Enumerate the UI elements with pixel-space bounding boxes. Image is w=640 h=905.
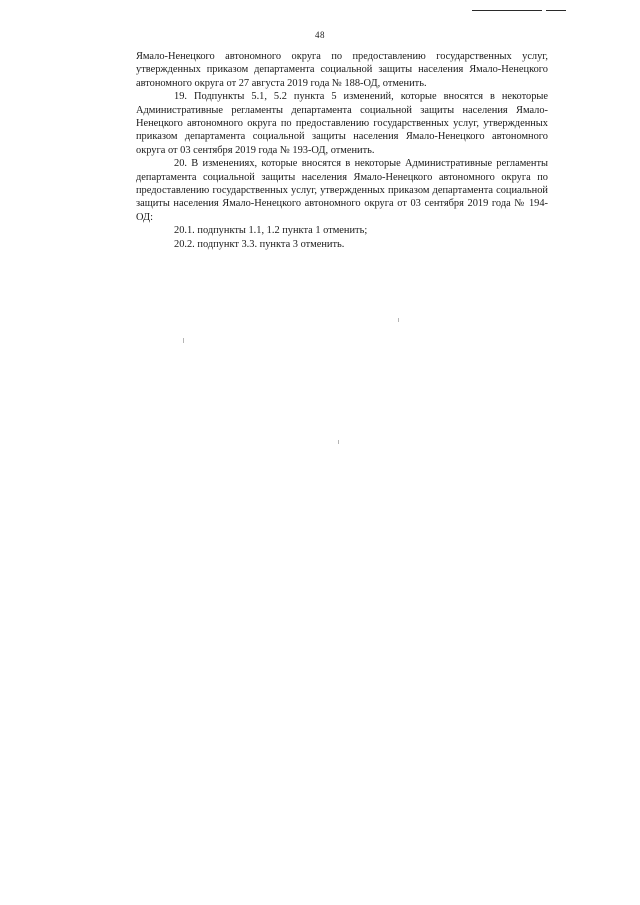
paragraph-item-19: 19. Подпункты 5.1, 5.2 пункта 5 изменений, которые вносятся в некоторые Административные регламенты департамента социальной защиты населения Ямало-Ненецкого автономного округа по предоставлению государственных услуг, утвержденных приказом департамента социальной защиты населения Ямало-Ненецкого автономного округа от 03 сентября 2019 года № 193-ОД, отменить. (136, 91, 548, 156)
scan-speck (398, 318, 399, 322)
header-rule-short (546, 10, 566, 11)
scan-speck (338, 440, 339, 444)
page-number: 48 (315, 30, 325, 40)
header-rule (472, 10, 542, 11)
paragraph-continuation: Ямало-Ненецкого автономного округа по предоставлению государственных услуг, утвержденных приказом департамента социальной защиты населения Ямало-Ненецкого автономного округа от 27 августа 2019 года № 188-ОД, отменить. (136, 51, 548, 89)
paragraph-item-20-2: 20.2. подпункт 3.3. пункта 3 отменить. (174, 238, 345, 250)
document-body (136, 50, 548, 251)
paragraph-item-20: 20. В изменениях, которые вносятся в некоторые Административные регламенты департамента социальной защиты населения Ямало-Ненецкого автономного округа по предоставлению государственных услуг, утвержденных приказом департамента социальной защиты населения Ямало-Ненецкого автономного округа от 03 сентября 2019 года № 194-ОД: (136, 158, 548, 223)
paragraph-item-20-1: 20.1. подпункты 1.1, 1.2 пункта 1 отменить; (174, 225, 368, 237)
scan-speck (183, 338, 184, 343)
